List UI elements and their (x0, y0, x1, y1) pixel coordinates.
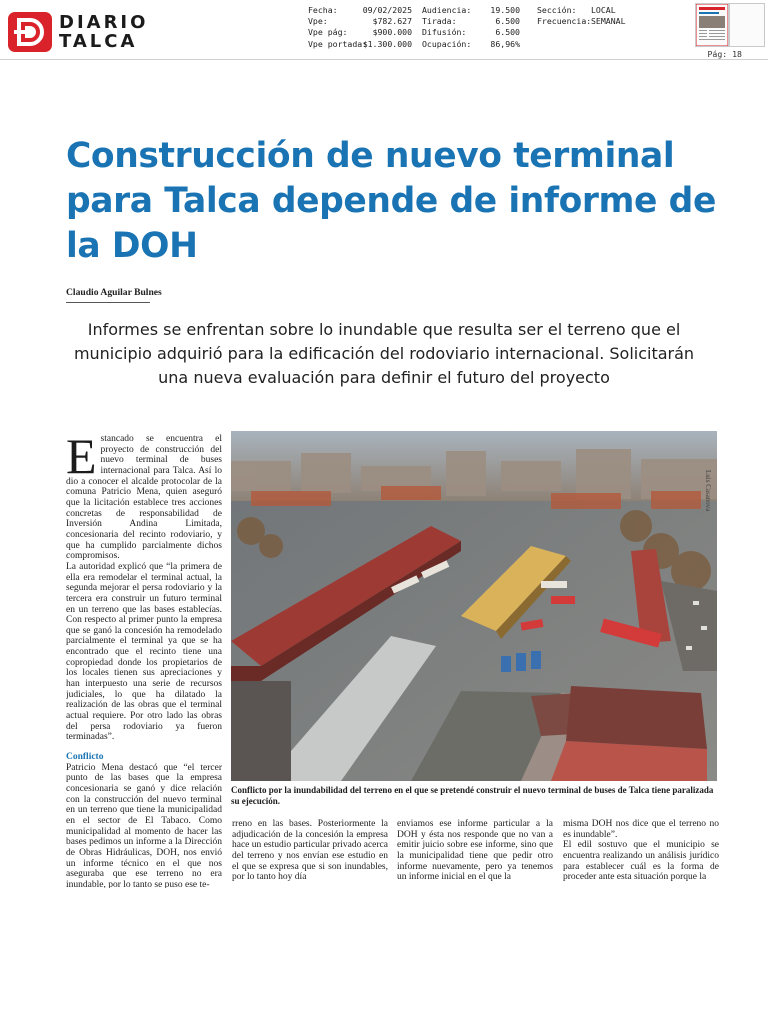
meta-label: Tirada: (422, 16, 457, 27)
meta-label: Fecha: (308, 5, 338, 15)
meta-label: Frecuencia: (537, 16, 592, 27)
logo-word-diario: DIARIO (59, 12, 149, 33)
meta-column-section (537, 5, 647, 27)
photo-caption: Conflicto por la inundabilidad del terreno en el que se pretendé construir el nuevo terminal de buses de Talca tiene paralizada su ejecución. (231, 785, 714, 806)
meta-label: Audiencia: (422, 5, 472, 15)
meta-value: $782.627 (372, 16, 412, 27)
meta-column-circulation (422, 5, 520, 50)
photo-credit: Luis Casanova (704, 470, 712, 512)
article-byline: Claudio Aguilar Bulnes (66, 287, 150, 303)
article-photo (231, 431, 717, 781)
meta-label: Vpe pág: (308, 27, 348, 38)
meta-column-values (308, 5, 412, 50)
page-thumbnail[interactable] (695, 3, 729, 47)
body-column-4 (563, 819, 719, 887)
body-paragraph: rreno en las bases. Posteriormente la adjudicación de la concesión la empresa hace un estudio particular privado acerca del terreno y nos envían ese estudio en el que se expresa que si son inundables, por lo tanto hoy día (232, 819, 388, 883)
body-paragraph: La autoridad explicó que “la primera de ella era remodelar el terminal actual, la segunda mejorar el persa rodoviario y la tercera era construir un futuro terminal en un terreno que las bases establecías. Con respecto al primer punto la empresa que se ganó la concesión ha remodelado parcialmente el terminal ya que se ha encontrado que el recinto tiene una copropiedad donde los propietarios de los locales tienen sus apreciaciones y han interpuesto una serie de recursos judiciales, lo que ha dilatado la realización de las obras que el terminal actual requiere. Por otro lado las obras del persa rodoviario ya fueron terminadas”. (66, 561, 222, 743)
meta-value: $900.000 (372, 27, 412, 38)
body-paragraph: El edil sostuvo que el municipio se encuentra realizando un análisis jurídico para establecer cuál es la forma de proceder ante esta situación porque la (563, 840, 719, 883)
meta-value: 6.500 (495, 27, 520, 38)
body-column-2 (232, 819, 388, 887)
header-divider (0, 59, 768, 60)
meta-label: Ocupación: (422, 38, 472, 49)
diario-talca-logo (8, 12, 148, 52)
meta-value: LOCAL (591, 5, 616, 15)
meta-value: 09/02/2025 (362, 5, 412, 15)
meta-value: 86,96% (490, 38, 520, 49)
meta-value: SEMANAL (591, 16, 626, 27)
logo-d-icon (8, 12, 52, 52)
logo-word-talca: TALCA (59, 31, 138, 52)
meta-value: 6.500 (495, 16, 520, 27)
article-deck: Informes se enfrentan sobre lo inundable que resulta ser el terreno que el municipio adquirió para la edificación del rodoviario internacional. Solicitarán una nueva evaluación para definir el futuro del proyecto (73, 320, 695, 387)
meta-value: $1.300.000 (362, 38, 412, 49)
body-paragraph: Patricio Mena destacó que “el tercer punto de las bases que la empresa concesionaria se ganó y dice relación con la construcción del nuevo terminal en un terreno que tiene la municipalidad en el sector de El Tabaco. Como municipalidad al momento de hacer las bases pedimos un informe a la Dirección de Obras Hidráulicas, DOH, nos envió un informe técnico en el que nos aseguraba que ese terreno no era inundable, por lo tanto se puso ese te- (66, 762, 222, 888)
page-number: Pág: 18 (707, 49, 742, 59)
meta-label: Sección: (537, 5, 577, 15)
body-paragraph: stancado se encuentra el proyecto de construcción del nuevo terminal de buses internacional para Talca. Así lo dio a conocer el alcalde protocolar de la comuna Patricio Mena, quien aseguró que la licitación establece tres acciones concretas de responsabilidad de Inversión Andina Limitada, concesionaria del recinto rodoviario, y que ha cumplido parcialmente dichos compromisos. (66, 434, 222, 562)
article-headline: Construcción de nuevo terminal para Talca depende de informe de la DOH (66, 136, 716, 266)
bus-terminal-aerial-image (231, 431, 717, 781)
meta-label: Vpe: (308, 16, 328, 27)
meta-label: Difusión: (422, 27, 467, 38)
body-paragraph: enviamos ese informe particular a la DOH y ésta nos responde que no van a emitir juicio sobre ese informe, sino que la municipalidad tiene que pedir otro informe nuevamente, pero ya tenemos un informe inicial en el que la (397, 819, 553, 883)
meta-label: Vpe portada: (308, 38, 368, 49)
body-column-1 (66, 434, 222, 888)
drop-cap: E (66, 434, 97, 484)
section-subhead: Conflicto (66, 752, 104, 763)
body-column-3 (397, 819, 553, 887)
body-paragraph: misma DOH nos dice que el terreno no es inundable”. (563, 819, 719, 840)
page-thumbnail-next[interactable] (729, 3, 765, 47)
meta-value: 19.500 (490, 5, 520, 15)
